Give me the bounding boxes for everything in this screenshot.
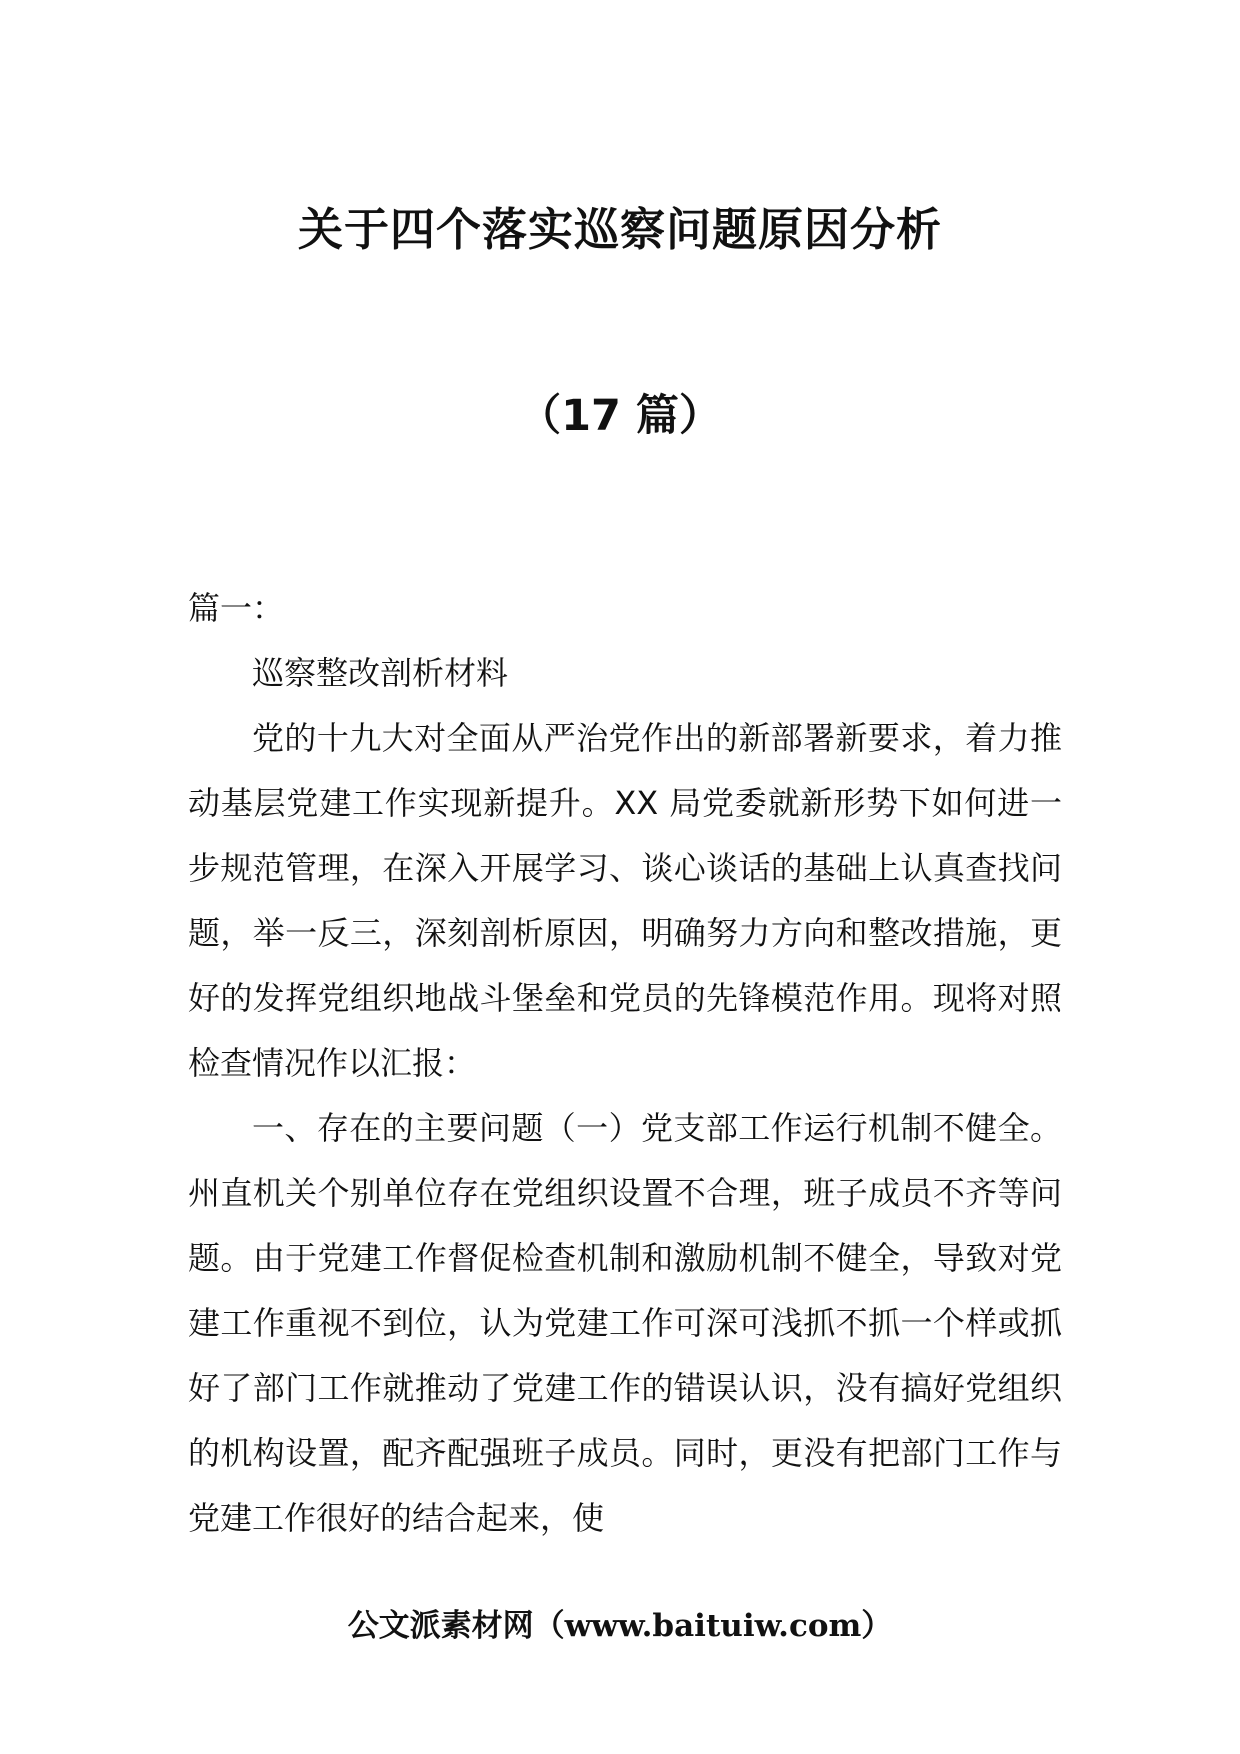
section-heading: 巡察整改剖析材料: [252, 654, 509, 692]
body-paragraph: 一、存在的主要问题（一）党支部工作运行机制不健全。州直机关个别单位存在党组织设置不合理，班子成员不齐等问题。由于党建工作督促检查机制和激励机制不健全，导致对党建工作重视不到位，认为党建工作可深可浅抓不抓一个样或抓好了部门工作就推动了党建工作的错误认识，没有搞好党组织的机构设置，配齐配强班子成员。同时，更没有把部门工作与党建工作很好的结合起来，使: [188, 1109, 1062, 1537]
body-paragraph: 党的十九大对全面从严治党作出的新部署新要求，着力推动基层党建工作实现新提升。XX 局党委就新形势下如何进一步规范管理，在深入开展学习、谈心谈话的基础上认真查找问题，举一反三，深刻剖析原因，明确努力方向和整改措施，更好的发挥党组织地战斗堡垒和党员的先锋模范作用。现将对照检查情况作以汇报：: [188, 719, 1062, 1082]
document-subtitle: （17 篇）: [518, 391, 722, 441]
document-body: [188, 576, 1062, 1551]
section-label: 篇一：: [188, 589, 285, 627]
footer-watermark: 公文派素材网（www.baituiw.com）: [347, 1608, 893, 1644]
document-title: 关于四个落实巡察问题原因分析: [297, 203, 942, 256]
